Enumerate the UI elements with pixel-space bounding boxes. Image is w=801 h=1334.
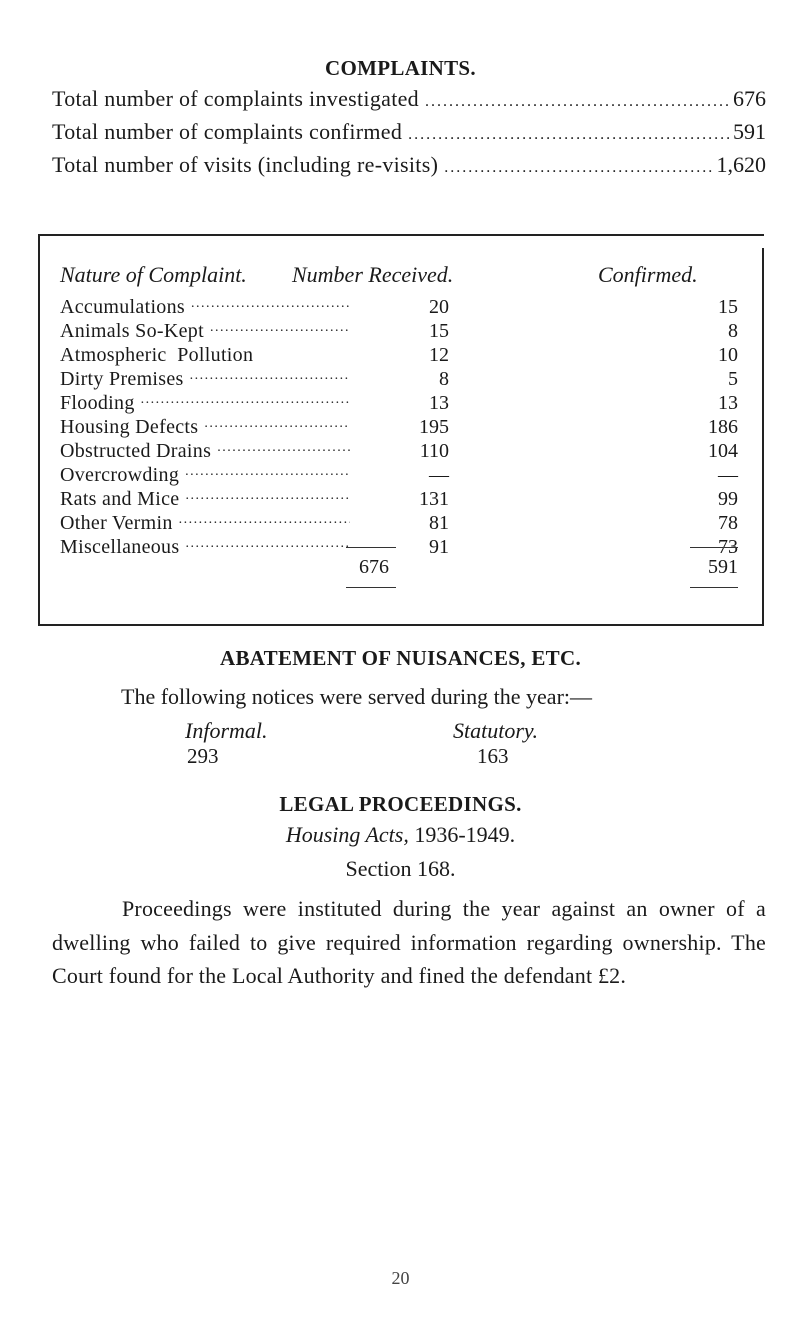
row-name: Dirty Premises: [60, 368, 184, 390]
header-confirmed: Confirmed.: [598, 262, 698, 287]
dot-leader: [408, 126, 729, 144]
act-name: Housing Acts,: [285, 822, 409, 847]
dot-leader: [217, 440, 350, 463]
table-right-border: [762, 248, 764, 624]
table-row: [60, 536, 760, 560]
summary-label: Total number of visits (including re-visits): [52, 152, 439, 177]
legal-heading: LEGAL PROCEEDINGS.: [279, 792, 522, 816]
table-row: [60, 344, 760, 368]
summary-label: Total number of complaints investigated: [52, 86, 419, 111]
row-received: 8: [439, 368, 449, 390]
summary-label: Total number of complaints confirmed: [52, 119, 403, 144]
statutory-value: 163: [477, 744, 509, 768]
row-name: Overcrowding: [60, 464, 180, 486]
summary-value: 1,620: [716, 152, 766, 177]
table-row: [60, 512, 760, 536]
page-number: 20: [391, 1268, 410, 1288]
row-confirmed: 186: [708, 416, 738, 438]
summary-value: 676: [733, 86, 766, 111]
row-name: Miscellaneous: [60, 536, 180, 558]
act-title: [0, 822, 801, 848]
dot-leader: [179, 512, 350, 535]
summary-row-investigated: [52, 86, 766, 118]
informal-value: 293: [187, 744, 219, 768]
row-confirmed: 8: [728, 320, 738, 342]
act-years: 1936-1949.: [414, 822, 516, 847]
row-confirmed: 99: [718, 488, 738, 510]
row-confirmed: 104: [708, 440, 738, 462]
dot-leader: [191, 296, 350, 319]
row-name: Flooding: [60, 392, 135, 414]
total-received: 676: [359, 556, 389, 578]
statutory-label: Statutory.: [453, 718, 538, 743]
row-received: 195: [419, 416, 449, 438]
informal-label: Informal.: [185, 718, 268, 743]
row-confirmed: 78: [718, 512, 738, 534]
summary-value: 591: [733, 119, 766, 144]
table-left-border: [38, 236, 40, 624]
row-received: 110: [419, 440, 449, 462]
row-name: Rats and Mice: [60, 488, 180, 510]
row-received: 20: [429, 296, 449, 318]
confirmed-total-rule: [690, 587, 738, 588]
dot-leader: [444, 159, 712, 177]
confirmed-sum-rule: [690, 547, 738, 548]
table-row: [60, 440, 760, 464]
row-confirmed: 5: [728, 368, 738, 390]
summary-row-confirmed: [52, 119, 766, 151]
received-total-rule: [346, 587, 396, 588]
row-received: —: [429, 464, 449, 486]
row-name: Housing Defects: [60, 416, 199, 438]
row-received: 13: [429, 392, 449, 414]
total-confirmed: 591: [708, 556, 738, 578]
received-sum-rule: [346, 547, 396, 548]
row-name: Other Vermin: [60, 512, 173, 534]
table-row: [60, 488, 760, 512]
row-name: Animals So-Kept: [60, 320, 204, 342]
dot-leader: [425, 93, 729, 111]
table-row: [60, 368, 760, 392]
abatement-intro: The following notices were served during the year:—: [121, 684, 593, 709]
row-confirmed: 13: [718, 392, 738, 414]
table-row: [60, 392, 760, 416]
dot-leader: [141, 392, 350, 415]
row-received: 12: [429, 344, 449, 366]
table-row: [60, 296, 760, 320]
summary-row-visits: [52, 152, 766, 184]
complaints-heading: COMPLAINTS.: [325, 56, 476, 80]
dot-leader: [210, 320, 350, 343]
header-nature: Nature of Complaint.: [60, 262, 247, 287]
abatement-heading: ABATEMENT OF NUISANCES, ETC.: [220, 646, 581, 670]
row-confirmed: —: [718, 464, 738, 486]
dot-leader: [190, 368, 350, 391]
proceedings-paragraph: Proceedings were instituted during the year against an owner of a dwelling who failed to give required information regarding ownership. The Court found for the Local Authority and fined the defendant £2.: [52, 896, 766, 988]
row-name: Obstructed Drains: [60, 440, 212, 462]
row-received: 91: [429, 536, 449, 558]
section-number: Section 168.: [345, 856, 456, 881]
table-row: [60, 464, 760, 488]
table-row: [60, 320, 760, 344]
dot-leader: [185, 488, 350, 511]
row-name: Atmospheric Pollution: [60, 344, 254, 366]
table-row: [60, 416, 760, 440]
row-confirmed: 73: [718, 536, 738, 558]
row-received: 131: [419, 488, 449, 510]
row-received: 15: [429, 320, 449, 342]
row-received: 81: [429, 512, 449, 534]
dot-leader: [185, 464, 350, 487]
row-confirmed: 15: [718, 296, 738, 318]
row-confirmed: 10: [718, 344, 738, 366]
header-received: Number Received.: [292, 262, 454, 287]
row-name: Accumulations: [60, 296, 185, 318]
dot-leader: [204, 416, 350, 439]
